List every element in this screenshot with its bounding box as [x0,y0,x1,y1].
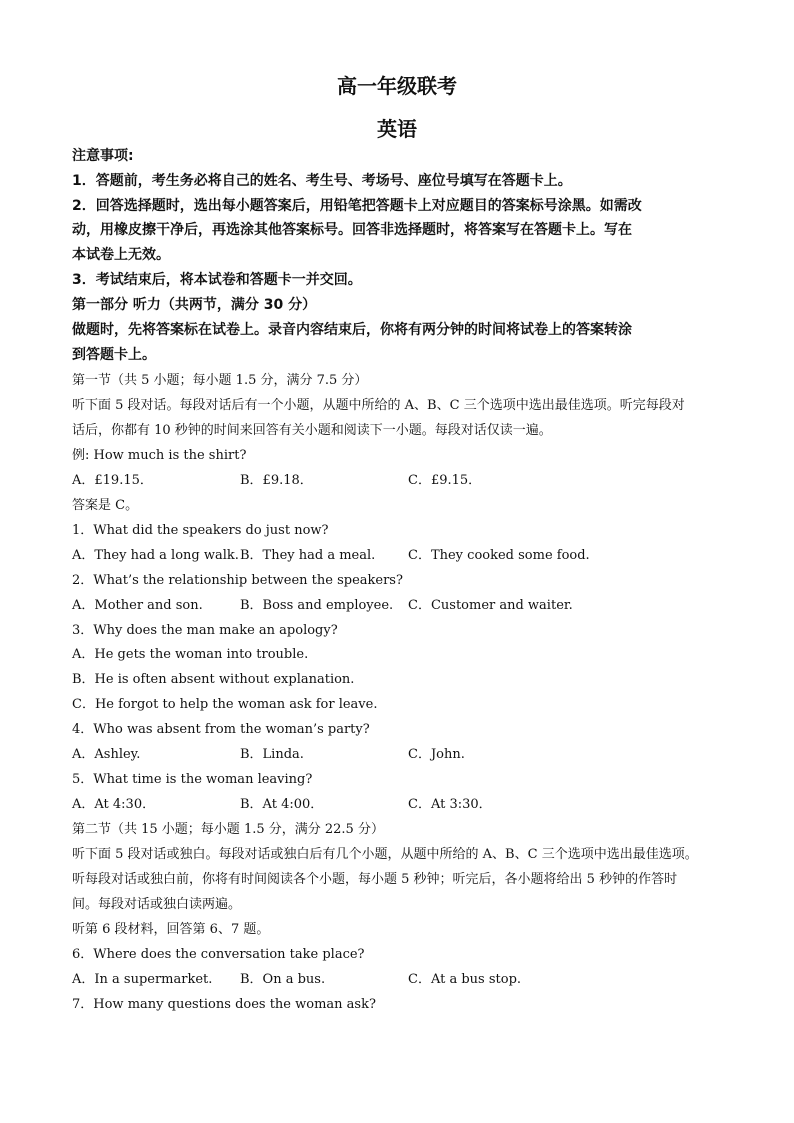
material-6-instruction: 听第 6 段材料，回答第 6、7 题。 [72,922,270,937]
question-2-option-a: A．Mother and son. [72,598,203,613]
part1-instruction-line-2: 到答题卡上。 [72,347,156,363]
part1-heading: 第一部分 听力（共两节，满分 30 分） [72,297,317,313]
section2-instruction-line-2: 听每段对话或独白前，你将有时间阅读各个小题，每小题 5 秒钟；听完后，各小题将给出 5 秒钟的作答时 [72,872,678,887]
note-item-2-line-1: 2．回答选择题时，选出每小题答案后，用铅笔把答题卡上对应题目的答案标号涂黑。如需改 [72,198,642,214]
section1-instruction-line-1: 听下面 5 段对话。每段对话后有一个小题，从题中所给的 A、B、C 三个选项中选出最佳选项。听完每段对 [72,398,685,413]
subject-title: 英语 [377,117,417,141]
question-2: 2．What’s the relationship between the speakers? [72,573,403,588]
question-7: 7．How many questions does the woman ask? [72,997,376,1012]
question-5-option-c: C．At 3:30． [408,797,492,812]
note-item-1: 1．答题前，考生务必将自己的姓名、考生号、考场号、座位号填写在答题卡上。 [72,173,572,189]
notes-heading: 注意事项: [72,148,134,164]
section1-instruction-line-2: 话后，你都有 10 秒钟的时间来回答有关小题和阅读下一小题。每段对话仅读一遍。 [72,423,552,438]
question-1-option-b: B．They had a meal. [240,548,376,563]
question-1: 1．What did the speakers do just now? [72,523,329,538]
note-item-2-line-3: 本试卷上无效。 [72,247,170,263]
question-1-option-c: C．They cooked some food. [408,548,590,563]
question-3-option-c: C．He forgot to help the woman ask for leave. [72,697,378,712]
example-question: 例: How much is the shirt? [72,448,247,463]
question-6: 6．Where does the conversation take place? [72,947,365,962]
note-item-2-line-2: 动，用橡皮擦干净后，再选涂其他答案标号。回答非选择题时，将答案写在答题卡上。写在 [72,222,632,238]
question-3-option-a: A．He gets the woman into trouble. [72,647,309,662]
question-2-option-b: B．Boss and employee. [240,598,394,613]
question-3: 3．Why does the man make an apology? [72,623,338,638]
section1-heading: 第一节（共 5 小题；每小题 1.5 分，满分 7.5 分） [72,373,368,388]
exam-title: 高一年级联考 [337,74,457,98]
section2-instruction-line-1: 听下面 5 段对话或独白。每段对话或独白后有几个小题，从题中所给的 A、B、C 三个选项中选出最佳选项。 [72,847,698,862]
question-1-option-a: A．They had a long walk. [72,548,239,563]
section2-instruction-line-3: 间。每段对话或独白读两遍。 [72,897,242,912]
question-5-option-b: B．At 4:00． [240,797,324,812]
question-2-option-c: C．Customer and waiter. [408,598,573,613]
question-6-option-b: B．On a bus. [240,972,326,987]
note-item-3: 3．考试结束后，将本试卷和答题卡一并交回。 [72,272,362,288]
section2-heading: 第二节（共 15 小题；每小题 1.5 分，满分 22.5 分） [72,822,384,837]
question-3-option-b: B．He is often absent without explanation. [72,672,355,687]
example-option-b: B．£9.18． [240,473,313,488]
question-5-option-a: A．At 4:30． [72,797,156,812]
question-4: 4．Who was absent from the woman’s party? [72,722,370,737]
question-4-option-c: C．John. [408,747,465,762]
question-6-option-a: A．In a supermarket. [72,972,213,987]
part1-instruction-line-1: 做题时，先将答案标在试卷上。录音内容结束后，你将有两分钟的时间将试卷上的答案转涂 [72,322,632,338]
question-4-option-b: B．Linda. [240,747,304,762]
question-4-option-a: A．Ashley. [72,747,141,762]
example-option-a: A．£19.15． [72,473,153,488]
question-6-option-c: C．At a bus stop. [408,972,522,987]
example-option-c: C．£9.15． [408,473,482,488]
question-5: 5．What time is the woman leaving? [72,772,313,787]
example-answer: 答案是 C。 [72,498,139,513]
